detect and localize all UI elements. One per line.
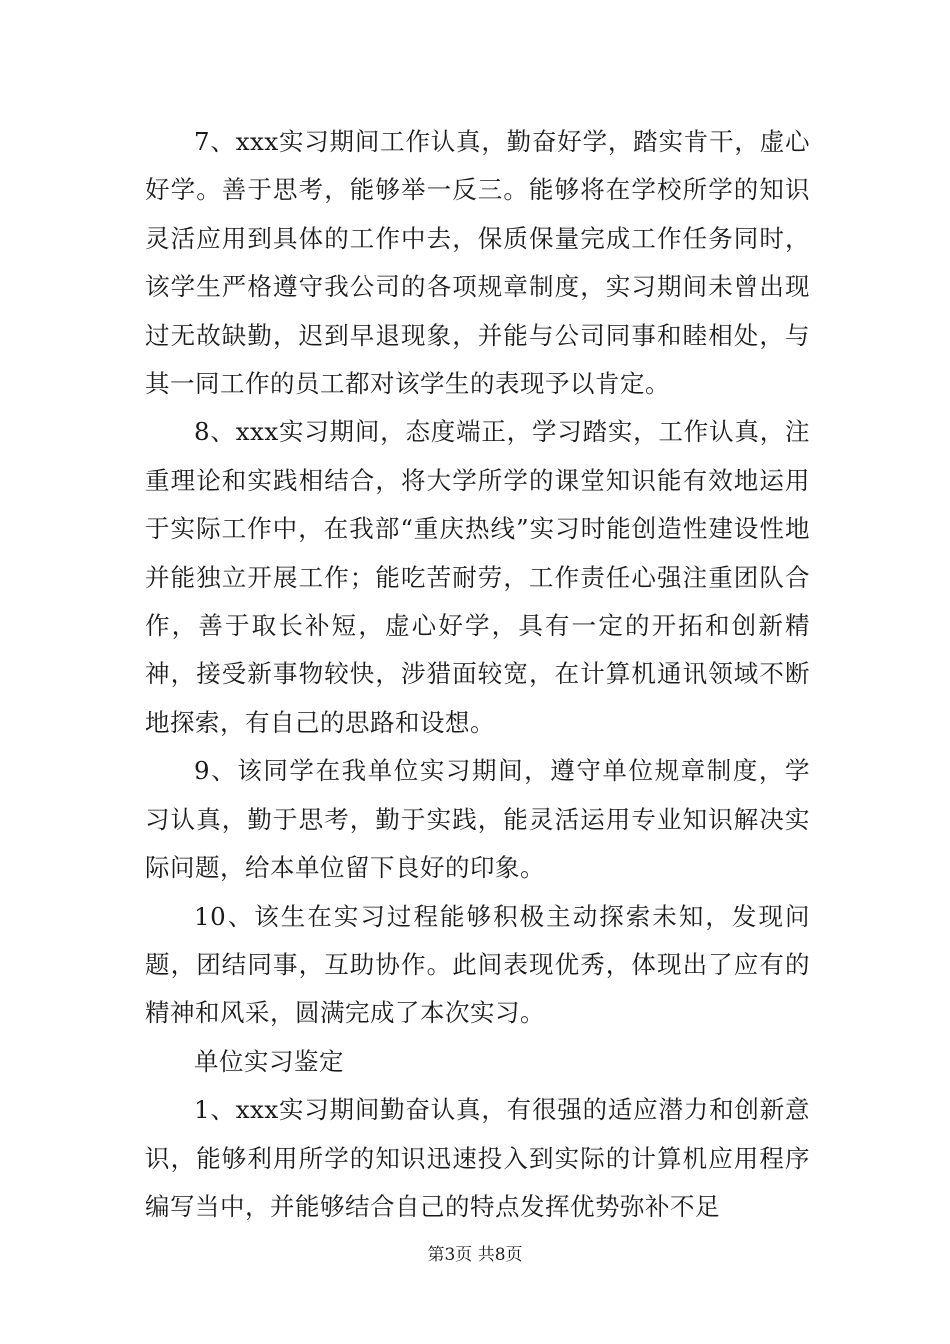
document-body — [145, 118, 810, 1231]
paragraph-7: 7、xxx实习期间工作认真，勤奋好学，踏实肯干，虚心好学。善于思考，能够举一反三。能够将在学校所学的知识灵活应用到具体的工作中去，保质保量完成工作任务同时，该学生严格遵守我公司的各项规章制度，实习期间未曾出现过无故缺勤，迟到早退现象，并能与公司同事和睦相处，与其一同工作的员工都对该学生的表现予以肯定。 — [145, 127, 810, 399]
paragraph-8: 8、xxx实习期间，态度端正，学习踏实，工作认真，注重理论和实践相结合，将大学所学的课堂知识能有效地运用于实际工作中，在我部“重庆热线”实习时能创造性建设性地并能独立开展工作；能吃苦耐劳，工作责任心强注重团队合作，善于取长补短，虚心好学，具有一定的开拓和创新精神，接受新事物较快，涉猎面较宽，在计算机通讯领域不断地探索，有自己的思路和设想。 — [145, 417, 810, 737]
paragraph-1: 1、xxx实习期间勤奋认真，有很强的适应潜力和创新意识，能够利用所学的知识迅速投入到实际的计算机应用程序编写当中，并能够结合自己的特点发挥优势弥补不足 — [145, 1095, 810, 1221]
paragraph-9: 9、该同学在我单位实习期间，遵守单位规章制度，学习认真，勤于思考，勤于实践，能灵活运用专业知识解决实际问题，给本单位留下良好的印象。 — [145, 756, 810, 883]
page-number-footer: 第3页 共8页 — [427, 1245, 523, 1265]
section-heading: 单位实习鉴定 — [194, 1046, 344, 1076]
paragraph-10: 10、该生在实习过程能够积极主动探索未知，发现问题，团结同事，互助协作。此间表现优秀，体现出了应有的精神和风采，圆满完成了本次实习。 — [145, 901, 810, 1028]
